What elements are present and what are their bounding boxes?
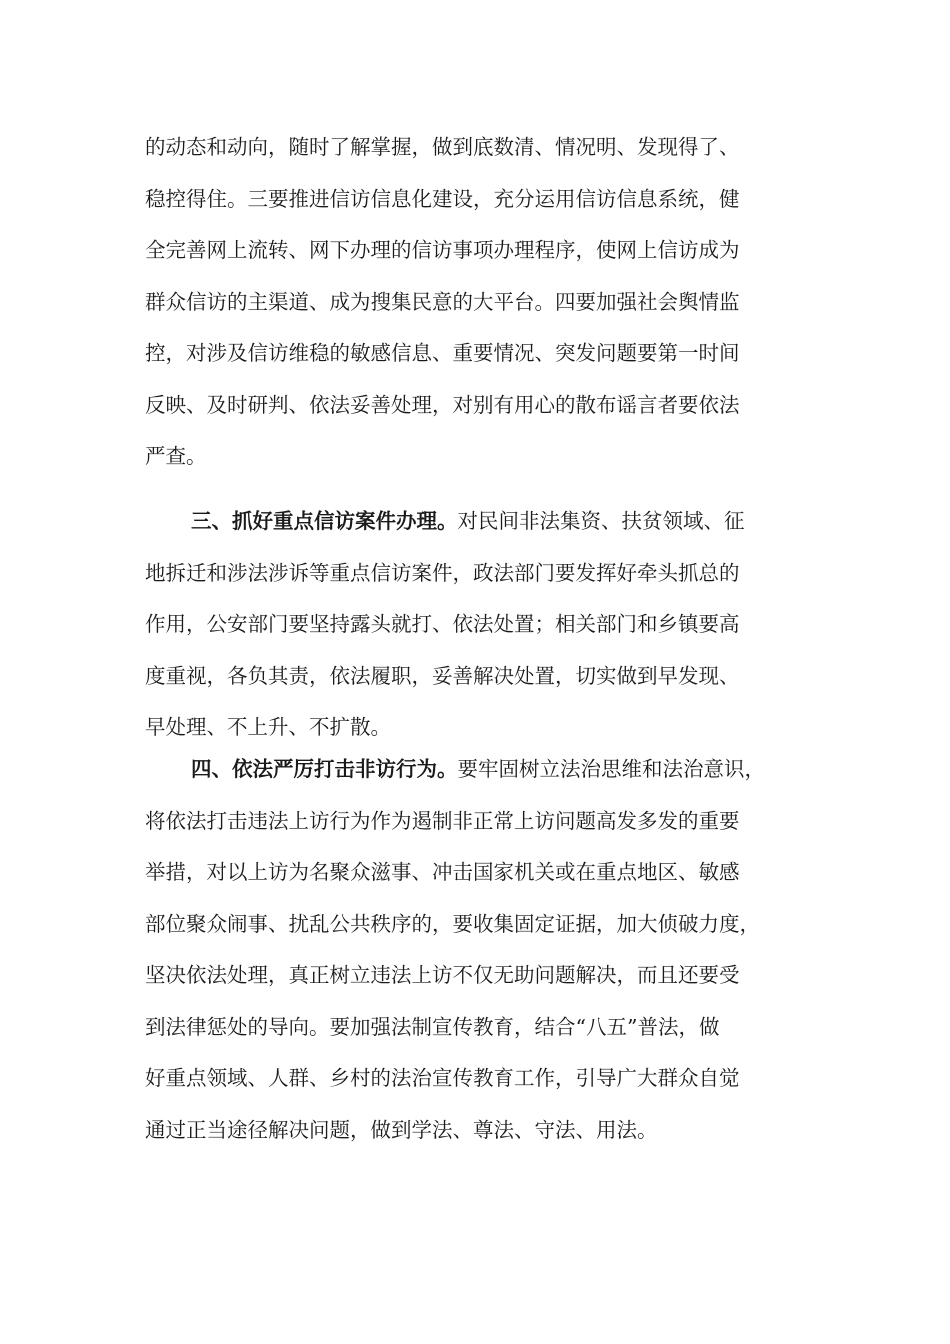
paragraph-section-4 [145, 744, 810, 1156]
text-line: 通过正当途径解决问题，做到学法、尊法、守法、用法。 [145, 1117, 658, 1142]
paragraph-first-line [145, 496, 810, 548]
text-line: 群众信访的主渠道、成为搜集民意的大平台。四要加强社会舆情监 [145, 289, 740, 314]
paragraph-section-3 [145, 496, 810, 754]
paragraph-continuation [145, 122, 810, 483]
text-line: 将依法打击违法上访行为作为遏制非正常上访问题高发多发的重要 [145, 808, 740, 833]
text-line: 稳控得住。三要推进信访信息化建设，充分运用信访信息系统，健 [145, 186, 740, 211]
text-run: 对民间非法集资、扶贫领域、征 [457, 509, 745, 533]
text-line: 的动态和动向，随时了解掌握，做到底数清、情况明、发现得了、 [145, 135, 740, 159]
section-heading: 三、抓好重点信访案件办理。 [191, 509, 458, 533]
text-run: 要牢固树立法治思维和法治意识， [457, 757, 765, 781]
text-line: 地拆迁和涉法涉诉等重点信访案件，政法部门要发挥好牵头抓总的 [145, 560, 740, 585]
text-line: 坚决依法处理，真正树立违法上访不仅无助问题解决，而且还要受 [145, 963, 740, 987]
text-line: 举措，对以上访为名聚众滋事、冲击国家机关或在重点地区、敏感 [145, 860, 740, 884]
text-line: 早处理、不上升、不扩散。 [145, 715, 391, 739]
text-line: 全完善网上流转、网下办理的信访事项办理程序，使网上信访成为 [145, 238, 740, 262]
section-heading: 四、依法严厉打击非访行为。 [191, 757, 458, 781]
text-line: 部位聚众闹事、扰乱公共秩序的，要收集固定证据，加大侦破力度， [145, 911, 760, 936]
text-line: 反映、及时研判、依法妥善处理，对别有用心的散布谣言者要依法 [145, 392, 740, 417]
text-line: 严查。 [145, 444, 207, 468]
paragraph-first-line [145, 744, 810, 796]
text-line: 作用，公安部门要坚持露头就打、依法处置；相关部门和乡镇要高 [145, 612, 740, 636]
text-line: 好重点领域、人群、乡村的法治宣传教育工作，引导广大群众自觉 [145, 1066, 740, 1090]
text-line: 到法律惩处的导向。要加强法制宣传教育，结合“八五”普法，做 [145, 1014, 720, 1039]
text-line: 控，对涉及信访维稳的敏感信息、重要情况、突发问题要第一时间 [145, 341, 740, 365]
text-line: 度重视，各负其责，依法履职，妥善解决处置，切实做到早发现、 [145, 663, 740, 688]
